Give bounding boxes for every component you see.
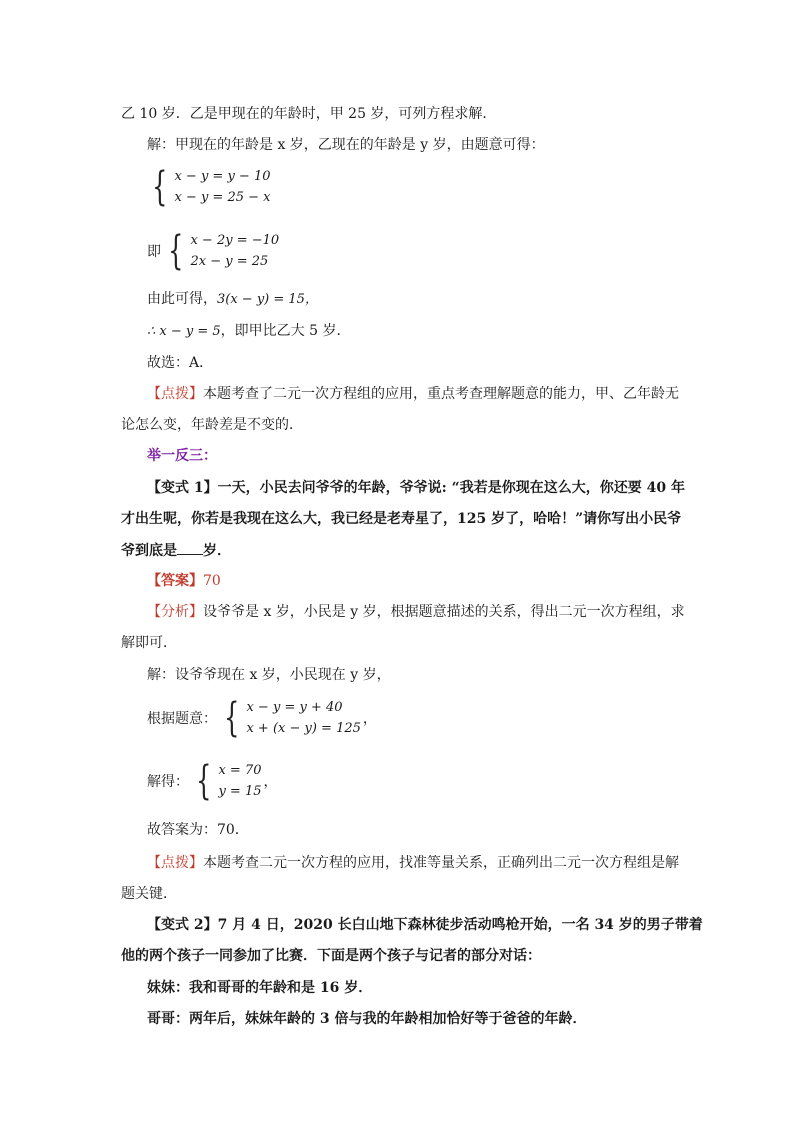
answer-blank	[177, 540, 203, 555]
text-line-intro: 乙 10 岁．乙是甲现在的年龄时，甲 25 岁，可列方程求解．	[121, 106, 497, 122]
dianbo-line-2a: 【点拨】本题考查二元一次方程的应用，找准等量关系，正确列出二元一次方程组是解	[147, 855, 679, 871]
equation-system-4	[147, 760, 278, 802]
comma: ，	[263, 774, 278, 790]
solution-2-intro: 解：设爷爷现在 x 岁，小民现在 y 岁，	[147, 667, 391, 683]
equation-row: y = 15	[218, 784, 262, 799]
answer-line-2: 故答案为：70．	[147, 822, 249, 838]
dialogue-brother: 哥哥：两年后，妹妹年龄的 3 倍与我的年龄相加恰好等于爸爸的年龄．	[147, 1011, 587, 1027]
variant-1-line-c: 爷到底是 岁．	[121, 540, 231, 561]
solve-label: 解得：	[147, 774, 189, 790]
brace-icon: {	[224, 695, 240, 741]
variant-1-line-b: 才出生呢，你若是我现在这么大，我已经是老寿星了，125 岁了，哈哈！”请你写出小民爷	[121, 511, 682, 527]
dialogue-sister: 妹妹：我和哥哥的年龄和是 16 岁．	[147, 980, 373, 996]
equation-row: x − y = 25 − x	[174, 190, 271, 205]
brace-icon: {	[168, 228, 184, 274]
by-label: 根据题意：	[147, 711, 217, 727]
equation-system-3	[147, 697, 377, 739]
comma: ，	[362, 711, 377, 727]
equation-row: x = 70	[218, 763, 262, 778]
analysis-line-b: 解即可．	[121, 635, 177, 651]
variant-1-line-a: 【变式 1】一天，小民去问爷爷的年龄，爷爷说: “我若是你现在这么大，你还要 40 年	[147, 480, 685, 496]
equation-row: 2x − y = 25	[190, 254, 269, 269]
answer-tag-line: 【答案】70	[147, 573, 221, 589]
ji-label: 即	[147, 244, 161, 260]
brace-icon: {	[196, 758, 212, 804]
answer-line-1: 故选：A．	[147, 355, 214, 371]
analysis-line-a: 【分析】设爷爷是 x 岁，小民是 y 岁，根据题意描述的关系，得出二元一次方程组，求	[147, 604, 685, 620]
equation-row: x + (x − y) = 125	[246, 721, 361, 736]
equation-system-2	[147, 230, 279, 272]
equation-row: x − 2y = −10	[190, 233, 280, 248]
dianbo-line-1a: 【点拨】本题考查了二元一次方程组的应用，重点考查理解题意的能力，甲、乙年龄无	[147, 386, 679, 402]
brace-icon: {	[152, 164, 168, 210]
variant-2-line-a: 【变式 2】7 月 4 日，2020 长白山地下森林徒步活动鸣枪开始，一名 34 岁的男子带着	[147, 917, 703, 933]
derive-line: 由此可得，3(x − y) = 15，	[147, 291, 318, 307]
dianbo-line-1b: 论怎么变，年龄差是不变的．	[121, 417, 303, 433]
solution-intro: 解：甲现在的年龄是 x 岁，乙现在的年龄是 y 岁，由题意可得：	[147, 137, 545, 153]
therefore-line: ∴ x − y = 5，即甲比乙大 5 岁．	[147, 323, 351, 339]
variant-2-line-b: 他的两个孩子一同参加了比赛．下面是两个孩子与记者的部分对话：	[121, 948, 541, 964]
section-heading: 举一反三：	[147, 448, 217, 464]
equation-system-1	[147, 166, 271, 208]
equation-row: x − y = y − 10	[174, 169, 271, 184]
equation-row: x − y = y + 40	[246, 700, 343, 715]
dianbo-line-2b: 题关键．	[121, 886, 177, 902]
